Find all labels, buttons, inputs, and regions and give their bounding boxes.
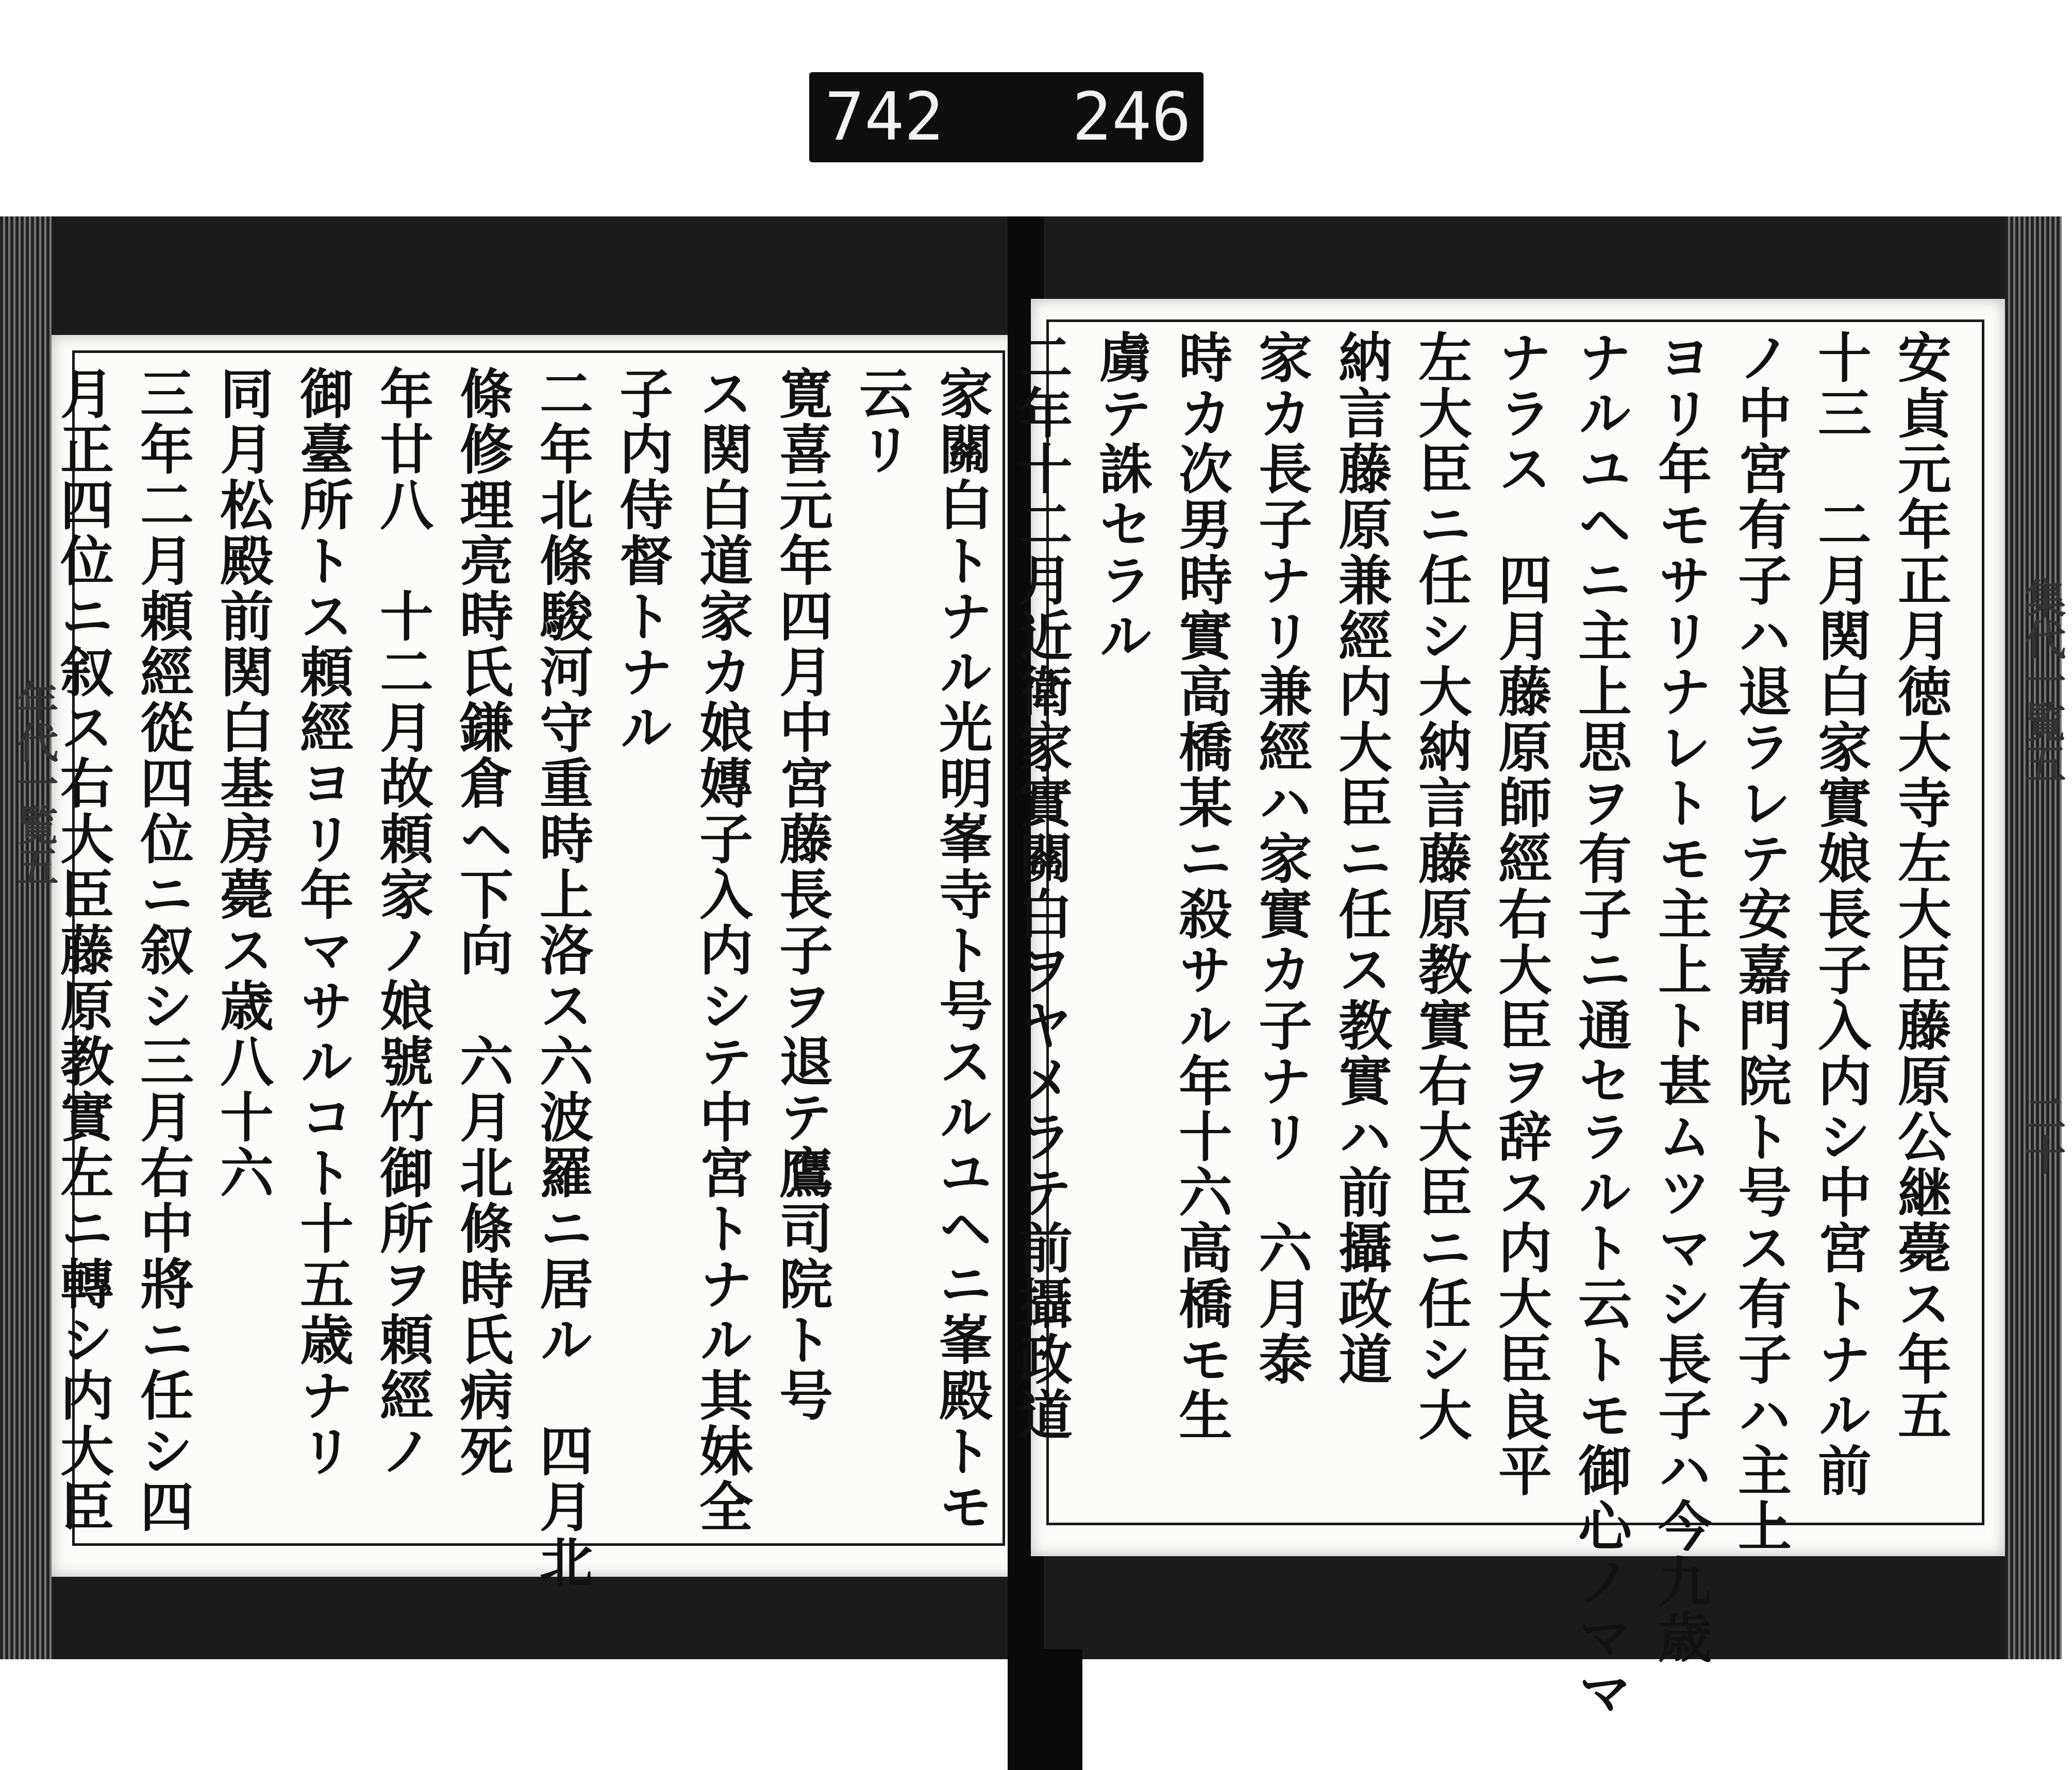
left-text-column: 子内侍督トナル [610, 366, 674, 755]
right-margin-title: 集代一覧五 [2018, 577, 2066, 783]
right-text-column: 二年十二月近衛家實關白ヲヤメラテ前攝政道 [1010, 330, 1073, 1443]
right-text-column: 時カ次男時實高橋某ニ殺サル年十六高橋モ生 [1169, 330, 1233, 1443]
right-text-column: 納言藤原兼經内大臣ニ任ス教實ハ前攝政道 [1329, 330, 1393, 1387]
right-text-column: ナルユヘニ主上思ヲ有子ニ通セラルト云トモ御心ノママ [1569, 330, 1632, 1721]
right-text-column: ノ中宮有子ハ退ラレテ安嘉門院ト号ス有子ハ主上 [1729, 330, 1792, 1554]
left-text-column: 御臺所トス頼經ヨリ年マサルコト十五歳ナリ [291, 366, 354, 1479]
right-text-column: 左大臣ニ任シ大納言藤原教實右大臣ニ任シ大 [1409, 330, 1473, 1443]
archive-label [809, 72, 1204, 162]
left-text-column: 三年二月頼經從四位ニ叙シ三月右中將ニ任シ四 [131, 366, 194, 1535]
left-text-column: 年廿八 十二月故頼家ノ娘號竹御所ヲ頼經ノ [371, 366, 434, 1479]
archive-label-left-number: 742 [825, 79, 944, 156]
right-text-column: 家カ長子ナリ兼經ハ家實カ子ナリ 六月泰 [1249, 330, 1313, 1387]
right-page-stack-edge [2005, 216, 2062, 1659]
left-text-column: 條修理亮時氏鎌倉ヘ下向 六月北條時氏病死 [450, 366, 514, 1479]
left-text-column: 二年北條駿河守重時上洛ス六波羅ニ居ル 四月北 [530, 366, 594, 1590]
right-text-column: ナラス 四月藤原師經右大臣ヲ辞ス内大臣良平 [1489, 330, 1552, 1498]
right-margin-folio: 二十 [2018, 1092, 2066, 1175]
right-page [1010, 299, 2005, 1721]
left-text-column: 月正四位ニ叙ス右大臣藤原教實左ニ轉シ内大臣 [51, 366, 114, 1535]
right-text-column: 虜テ誅セラル [1090, 330, 1153, 664]
left-text-column: 云リ [850, 366, 913, 477]
left-text-column: 同月松殿前関白基房薨ス歳八十六 [211, 366, 274, 1201]
right-text-column: 安貞元年正月徳大寺左大臣藤原公継薨ス年五 [1889, 330, 1952, 1443]
left-margin-title: 年代一覧五 [10, 680, 59, 886]
left-text-column: ス関白道家カ娘嫥子入内シテ中宮トナル其妹全 [690, 366, 754, 1535]
open-book [0, 216, 2066, 1721]
left-text-column: 寛喜元年四月中宮藤長子ヲ退テ鷹司院ト号 [770, 366, 833, 1423]
left-text-column: 家關白トナル光明峯寺ト号スルユヘニ峯殿トモ [930, 366, 993, 1535]
left-page [51, 335, 1021, 1590]
spine-foot [1008, 1649, 1082, 1770]
right-text-column: 十三 二月関白家實娘長子入内シ中宮トナル前 [1809, 330, 1872, 1498]
right-text-column: ヨリ年モサリナレトモ主上ト甚ムツマシ長子ハ今九歳 [1649, 330, 1712, 1665]
archive-label-right-number: 246 [1072, 79, 1192, 156]
